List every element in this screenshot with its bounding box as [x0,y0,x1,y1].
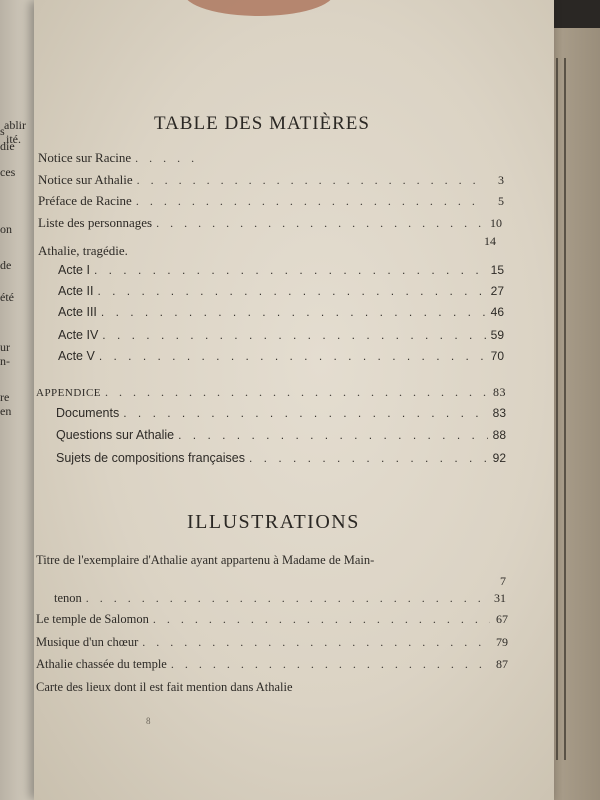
toc-entry-label: Acte V [58,349,95,363]
leader-dots [101,305,486,319]
toc-entry-page: 83 [493,385,506,399]
leader-dots [137,173,486,188]
illustrations-title: ILLUSTRATIONS [187,511,360,533]
toc-entry [38,193,504,213]
toc-entry-page: 83 [492,406,506,420]
toc-entry [38,150,222,170]
toc-entry-page: 70 [490,349,504,363]
toc-entry [38,215,502,235]
illustration-label: tenon [54,591,82,605]
left-page-fragment: ablir [4,118,26,132]
toc-entry-label: Acte I [58,263,90,277]
leader-dots [153,612,490,627]
toc-entry-page: 27 [490,284,504,298]
left-page-fragment: de [0,258,12,272]
toc-entry-label: Sujets de compositions françaises [56,451,245,465]
toc-entry-label: Notice sur Racine [38,150,132,165]
leader-dots [249,451,488,465]
illustration-label: Musique d'un chœur [36,635,139,649]
illustration-label: Carte des lieux dont il est fait mention dans Athalie [36,680,293,694]
toc-entry-label: Liste des personnages [38,215,153,230]
leader-dots [142,635,490,650]
page-number: 8 [146,716,151,726]
toc-entry-label: Acte IV [58,328,99,342]
toc-entry-page: 3 [498,173,504,187]
leader-dots [97,284,486,298]
illustration-label: Athalie chassée du temple [36,657,167,671]
toc-entry [58,305,504,325]
toc-entry-label: Athalie, tragédie. [38,243,128,258]
toc-entry [36,385,506,405]
toc-entry-label: Questions sur Athalie [56,428,175,442]
toc-entry [58,284,504,304]
left-page-fragment: n- [0,354,10,368]
toc-title: TABLE DES MATIÈRES [154,113,370,134]
left-page-fragment: die [0,139,15,153]
leader-dots [135,151,204,166]
illustration-entry [36,635,508,655]
illustration-entry [54,591,506,611]
leader-dots [105,385,488,400]
left-page-fragment: été [0,290,14,304]
toc-entry-page: 10 [490,216,502,230]
toc-entry-label: Notice sur Athalie [38,172,133,187]
leader-dots [94,263,486,277]
toc-entry-label: Acte III [58,305,97,319]
toc-entry [58,328,504,348]
leader-dots [178,428,488,442]
toc-entry-label: Acte II [58,284,94,298]
leader-dots [102,328,486,342]
left-page-fragment: re [0,390,10,404]
left-page-fragment: s [0,124,5,138]
leader-dots [123,406,488,420]
leader-dots [99,349,486,363]
illustration-page: 79 [496,635,508,649]
toc-entry [56,428,506,448]
leader-dots [171,657,490,672]
left-page-fragment: ur [0,340,10,354]
illustration-label: Le temple de Salomon [36,612,149,626]
left-page-fragment: en [0,404,12,418]
leader-dots [86,591,488,606]
toc-entry [56,451,506,471]
illustration-page: 87 [496,657,508,671]
toc-entry [38,172,504,192]
toc-entry-label: APPENDICE [36,387,102,399]
toc-entry-page: 15 [490,263,504,277]
toc-entry-label: Préface de Racine [38,193,132,208]
toc-entry-page: 5 [498,194,504,208]
toc-entry-page: 59 [490,328,504,342]
toc-entry-page: 88 [492,428,506,442]
illustration-label: Titre de l'exemplaire d'Athalie ayant appartenu à Madame de Main- [36,553,375,567]
thumb [184,0,334,16]
illustration-page: 31 [494,591,506,605]
leader-dots [156,216,484,231]
left-page-fragment: ces [0,165,16,179]
toc-entry-label: Documents [56,406,120,420]
toc-entry-page: 92 [492,451,506,465]
toc-entry [56,406,506,426]
illustration-page: 7 [500,574,506,588]
toc-entry [58,349,504,369]
left-page-fragment: on [0,222,12,236]
leader-dots [136,194,486,209]
illustration-entry [36,612,508,632]
toc-entry [58,263,504,283]
book-page [34,0,554,800]
toc-entry-page: 14 [484,234,496,248]
illustration-entry [36,657,508,677]
illustration-page: 67 [496,612,508,626]
toc-entry-page: 46 [490,305,504,319]
left-page-fragment: ité. [6,132,21,146]
